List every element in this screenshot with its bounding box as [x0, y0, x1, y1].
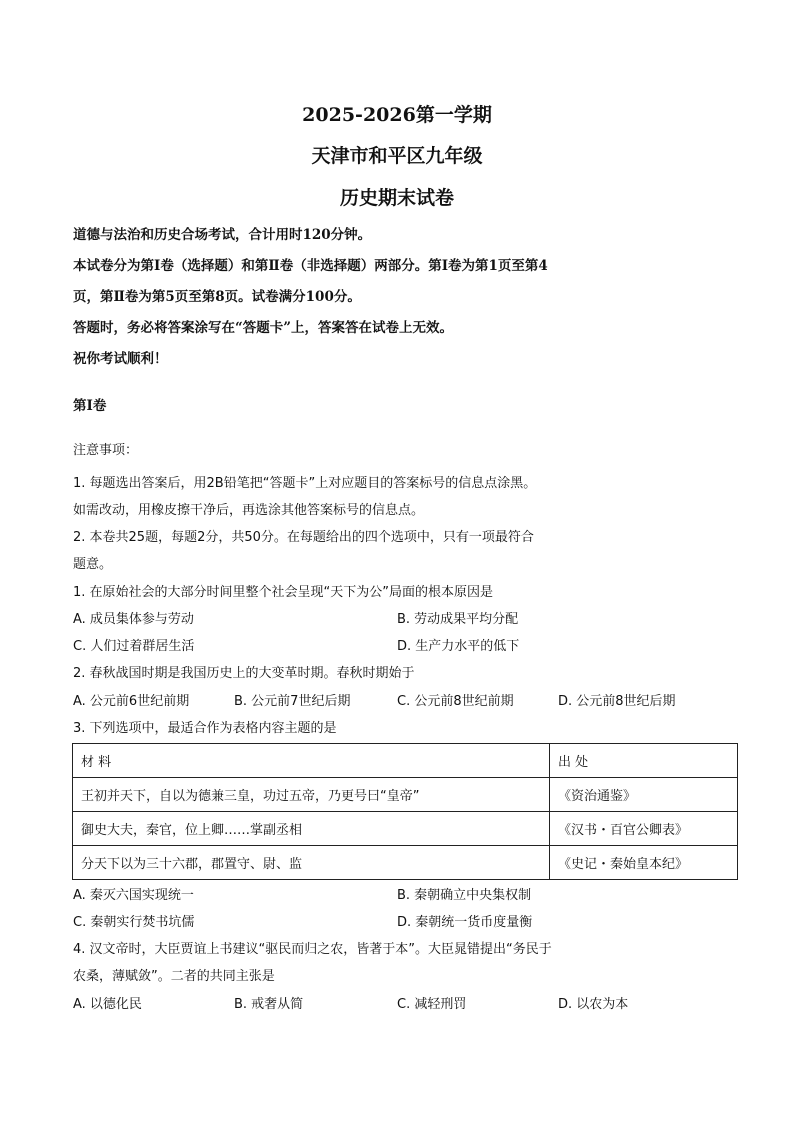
- intro-line-5: 祝你考试顺利！: [73, 351, 168, 367]
- q2-option-d: D. 公元前8世纪后期: [558, 694, 676, 709]
- q3-option-b: B. 秦朝确立中央集权制: [397, 888, 532, 903]
- table-row: [73, 812, 738, 846]
- q1-option-b: B. 劳动成果平均分配: [397, 612, 519, 627]
- table-cell-source: 《资治通鉴》: [550, 778, 738, 812]
- exam-term-title: 2025-2026第一学期: [302, 104, 492, 126]
- q4-stem-line-2: 农桑，薄赋敛”。二者的共同主张是: [73, 969, 275, 984]
- q1-option-c: C. 人们过着群居生活: [73, 639, 195, 654]
- q4-option-a: A. 以德化民: [73, 997, 142, 1012]
- q3-stem: 3. 下列选项中，最适合作为表格内容主题的是: [73, 721, 337, 736]
- table-cell-source: 《汉书・百官公卿表》: [550, 812, 738, 846]
- intro-line-4: 答题时，务必将答案涂写在“答题卡”上，答案答在试卷上无效。: [73, 320, 454, 336]
- q2-option-a: A. 公元前6世纪前期: [73, 694, 190, 709]
- notes-line-3: 2. 本卷共25题，每题2分，共50分。在每题给出的四个选项中，只有一项最符合: [73, 530, 534, 545]
- intro-line-2: 本试卷分为第Ⅰ卷（选择题）和第Ⅱ卷（非选择题）两部分。第Ⅰ卷为第1页至第4: [73, 258, 548, 274]
- notes-line-4: 题意。: [73, 557, 113, 572]
- q2-stem: 2. 春秋战国时期是我国历史上的大变革时期。春秋时期始于: [73, 666, 415, 681]
- q1-option-d: D. 生产力水平的低下: [397, 639, 520, 654]
- q4-option-c: C. 减轻刑罚: [397, 997, 467, 1012]
- q3-source-table: [72, 743, 738, 880]
- table-row: [73, 778, 738, 812]
- table-header-material: 材 料: [73, 744, 550, 778]
- exam-subject-title: 历史期末试卷: [339, 187, 454, 209]
- notes-line-1: 1. 每题选出答案后，用2B铅笔把“答题卡”上对应题目的答案标号的信息点涂黑。: [73, 476, 537, 491]
- table-cell-material: 王初并天下，自以为德兼三皇，功过五帝，乃更号曰“皇帝”: [73, 778, 550, 812]
- q3-option-d: D. 秦朝统一货币度量衡: [397, 915, 533, 930]
- table-cell-material: 御史大夫，秦官，位上卿……掌副丞相: [73, 812, 550, 846]
- notes-heading: 注意事项：: [73, 443, 139, 458]
- table-header-source: 出 处: [550, 744, 738, 778]
- q1-option-a: A. 成员集体参与劳动: [73, 612, 194, 627]
- notes-line-2: 如需改动，用橡皮擦干净后，再选涂其他答案标号的信息点。: [73, 503, 425, 518]
- intro-line-1: 道德与法治和历史合场考试，合计用时120分钟。: [73, 227, 372, 243]
- q4-option-d: D. 以农为本: [558, 997, 629, 1012]
- q3-option-a: A. 秦灭六国实现统一: [73, 888, 194, 903]
- table-row: [73, 846, 738, 880]
- q4-stem-line-1: 4. 汉文帝时，大臣贾谊上书建议“驱民而归之农，皆著于本”。大臣晁错提出“务民于: [73, 942, 552, 957]
- section-title: 第Ⅰ卷: [73, 398, 107, 414]
- intro-line-3: 页，第Ⅱ卷为第5页至第8页。试卷满分100分。: [73, 289, 361, 305]
- q2-option-c: C. 公元前8世纪前期: [397, 694, 514, 709]
- table-cell-source: 《史记・秦始皇本纪》: [550, 846, 738, 880]
- q2-option-b: B. 公元前7世纪后期: [234, 694, 351, 709]
- table-cell-material: 分天下以为三十六郡，郡置守、尉、监: [73, 846, 550, 880]
- q4-option-b: B. 戒奢从简: [234, 997, 304, 1012]
- exam-region-title: 天津市和平区九年级: [311, 145, 483, 167]
- q1-stem: 1. 在原始社会的大部分时间里整个社会呈现“天下为公”局面的根本原因是: [73, 585, 494, 600]
- q3-option-c: C. 秦朝实行焚书坑儒: [73, 915, 195, 930]
- table-header-row: [73, 744, 738, 778]
